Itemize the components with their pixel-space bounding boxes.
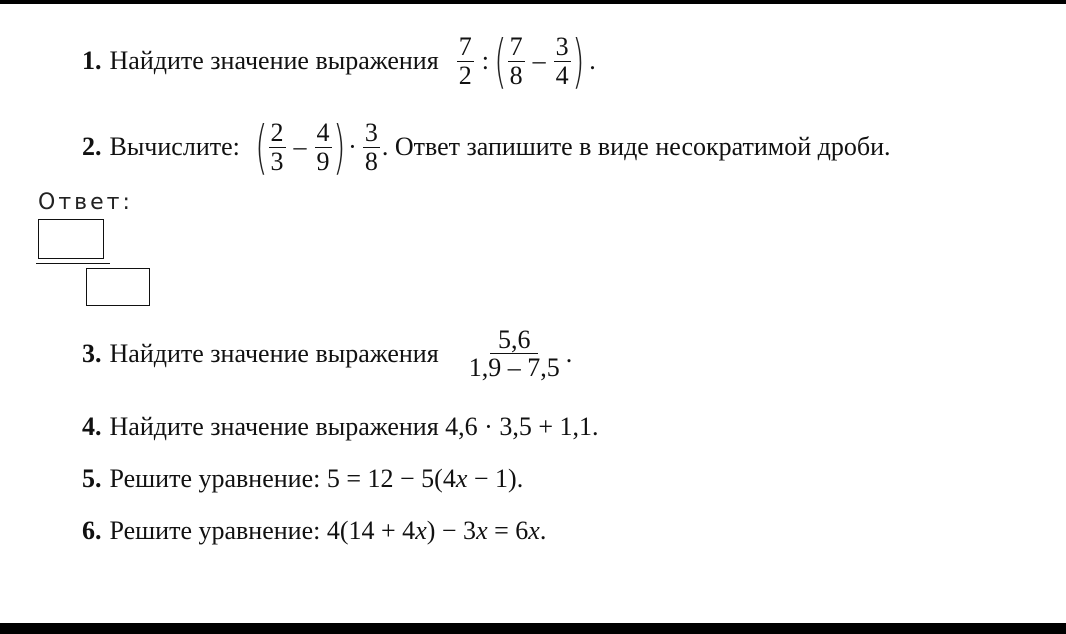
denominator: 1,9 – 7,5: [468, 353, 560, 383]
task-number: 3.: [82, 338, 102, 368]
numerator: 2: [270, 118, 284, 148]
fraction: [269, 119, 286, 175]
right-paren: ): [571, 27, 585, 95]
task-text: Найдите значение выражения: [109, 46, 439, 75]
task-4: [82, 412, 599, 442]
task-3: [82, 326, 572, 382]
fraction: [465, 326, 564, 382]
operator: –: [293, 132, 307, 161]
task-number: 6.: [82, 516, 102, 545]
left-paren: (: [254, 113, 268, 181]
operator: ·: [348, 132, 357, 161]
denominator: 4: [555, 60, 569, 90]
fraction: [363, 119, 380, 175]
denominator: 3: [270, 146, 284, 176]
task-number: 5.: [82, 464, 102, 493]
operator: –: [532, 46, 546, 75]
fraction-bar: [36, 263, 110, 264]
denominator: 8: [364, 146, 378, 176]
task-6: [82, 516, 546, 546]
numerator: 3: [555, 32, 569, 62]
fraction: [457, 33, 474, 89]
task-text: Найдите значение выражения: [109, 338, 439, 368]
fraction: [554, 33, 571, 89]
operator: :: [481, 46, 489, 75]
left-paren: (: [494, 27, 507, 95]
task-number: 4.: [82, 412, 102, 441]
task-text: Решите уравнение: 5 = 12 − 5(4x − 1).: [109, 464, 524, 493]
end-dot: .: [589, 46, 596, 75]
denominator: 8: [509, 60, 523, 90]
task-1: [82, 27, 596, 95]
fraction: [315, 119, 332, 175]
answer-label: Ответ:: [38, 190, 133, 215]
numerator: 7: [458, 32, 472, 62]
numerator: 5,6: [490, 326, 539, 354]
end-dot: .: [565, 338, 573, 368]
task-text: Решите уравнение: 4(14 + 4x) − 3x = 6x.: [109, 516, 547, 545]
denominator: 9: [316, 146, 330, 176]
right-paren: ): [332, 113, 346, 181]
task-text-tail: . Ответ запишите в виде несократимой дроби.: [381, 132, 891, 161]
task-5: [82, 464, 523, 494]
fraction: [508, 33, 525, 89]
numerator: 4: [316, 118, 330, 148]
numerator: 3: [364, 118, 378, 148]
numerator-answer-box[interactable]: [38, 219, 104, 259]
denominator: 2: [458, 60, 472, 90]
denominator-answer-box[interactable]: [86, 268, 150, 306]
task-text: Найдите значение выражения 4,6 · 3,5 + 1,1.: [109, 412, 599, 441]
worksheet-page: [0, 4, 1066, 623]
task-number: 1.: [82, 46, 102, 75]
numerator: 7: [509, 32, 523, 62]
task-text: Вычислите:: [109, 132, 240, 161]
task-2: [82, 113, 891, 181]
task-number: 2.: [82, 132, 102, 161]
